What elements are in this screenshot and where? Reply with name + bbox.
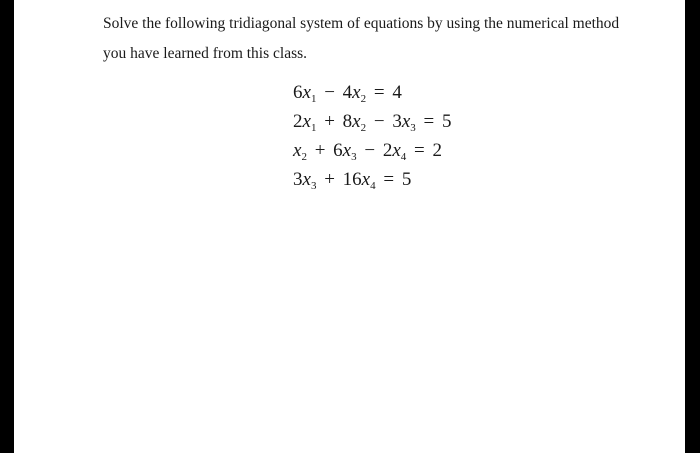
variable: x — [302, 169, 311, 190]
coefficient: 8 — [342, 111, 353, 132]
problem-line-2: you have learned from this class. — [103, 45, 308, 62]
right-hand-side: 2 — [432, 140, 442, 161]
subscript: 4 — [400, 151, 407, 163]
coefficient: 6 — [333, 140, 343, 161]
subscript: 2 — [301, 151, 307, 163]
variable: x — [342, 140, 352, 161]
coefficient: 2 — [293, 111, 303, 132]
subscript: 3 — [310, 180, 317, 192]
equals-sign: = — [383, 169, 395, 190]
operator: + — [314, 140, 326, 161]
coefficient: 3 — [392, 111, 402, 132]
variable: x — [361, 169, 371, 190]
equation-2 — [293, 107, 451, 136]
subscript: 1 — [310, 93, 317, 105]
equals-sign: = — [373, 82, 385, 103]
variable: x — [302, 82, 311, 103]
subscript: 1 — [310, 122, 317, 134]
subscript: 2 — [360, 93, 367, 105]
document-page — [14, 0, 685, 453]
variable: x — [392, 140, 401, 161]
operator: − — [324, 82, 335, 103]
coefficient: 6 — [293, 82, 303, 103]
subscript: 2 — [360, 122, 367, 134]
variable: x — [352, 82, 361, 103]
coefficient: 4 — [342, 82, 353, 103]
operator: + — [324, 111, 335, 132]
coefficient: 3 — [293, 169, 303, 190]
right-hand-side: 5 — [401, 169, 412, 190]
right-hand-side: 5 — [441, 111, 452, 132]
problem-line-1: Solve the following tridiagonal system of equations by using the numerical method — [103, 15, 620, 32]
variable: x — [293, 140, 302, 161]
equals-sign: = — [414, 140, 425, 161]
equation-1 — [293, 78, 451, 107]
operator: − — [373, 111, 385, 132]
variable: x — [352, 111, 361, 132]
operator: − — [364, 140, 376, 161]
equals-sign: = — [423, 111, 435, 132]
equation-3 — [293, 136, 451, 165]
equation-4 — [293, 165, 451, 194]
variable: x — [401, 111, 411, 132]
coefficient: 16 — [342, 169, 362, 190]
window-edge — [685, 0, 700, 453]
subscript: 3 — [410, 122, 416, 134]
right-hand-side: 4 — [392, 82, 402, 103]
variable: x — [302, 111, 311, 132]
coefficient: 2 — [382, 140, 393, 161]
equation-system — [293, 78, 451, 194]
operator: + — [324, 169, 335, 190]
problem-statement — [103, 9, 663, 69]
subscript: 4 — [370, 180, 376, 192]
subscript: 3 — [351, 151, 357, 163]
